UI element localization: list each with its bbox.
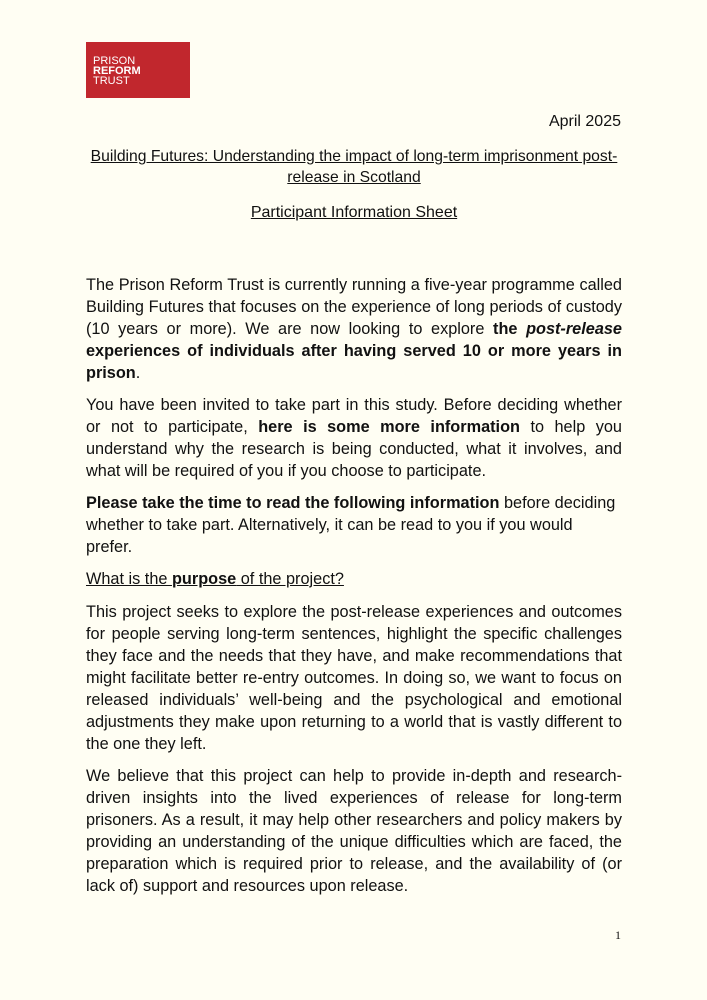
logo-line-trust: TRUST [93, 75, 130, 87]
intro-bold-experiences: experiences of individuals after having served 10 or more years in prison [86, 342, 622, 382]
purpose-heading-start: What is the [86, 570, 172, 588]
read-time-bold: Please take the time to read the following information [86, 494, 500, 512]
intro-bold-the: the [493, 320, 527, 338]
purpose-paragraph: This project seeks to explore the post-release experiences and outcomes for people serving long-term sentences, highlight the specific challenges they face and the needs that they have, and make recommendations that might facilitate better re-entry outcomes. In doing so, we want to focus on released individuals’ well-being and the psychological and emotional adjustments they make upon returning to a world that is vastly different to the one they left. [86, 603, 622, 753]
intro-paragraph [86, 274, 622, 384]
invitation-text: You have been invited to take part in this study. Before deciding whether or not to participate, [86, 396, 622, 436]
document-subtitle-text: Participant Information Sheet [250, 204, 458, 221]
invitation-text-end: to help you understand why the research is being conducted, what it involves, and what will be required of you if you choose to participate. [86, 418, 622, 480]
document-title-text: Building Futures: Understanding the impact of long-term imprisonment post-release in Scotland [90, 148, 618, 186]
invitation-bold: here is some more information [258, 418, 520, 436]
intro-text: The Prison Reform Trust is currently running a five-year programme called Building Futures that focuses on the experience of long periods of custody (10 years or more). We are now looking to explore [86, 276, 622, 338]
read-time-paragraph [86, 492, 622, 558]
purpose-heading-end: of the project? [236, 570, 344, 588]
page-number: 1 [615, 928, 621, 942]
prison-reform-trust-logo [86, 42, 190, 98]
intro-period: . [135, 364, 141, 382]
document-subtitle [86, 203, 622, 223]
benefit-paragraph: We believe that this project can help to provide in-depth and research-driven insights into the lived experiences of release for long-term prisoners. As a result, it may help other researchers and policy makers by providing an understanding of the unique difficulties which are faced, the preparation which is required prior to release, and the availability of (or lack of) support and resources upon release. [86, 767, 622, 895]
document-date: April 2025 [548, 113, 621, 130]
document-body [86, 274, 622, 907]
intro-bold-italic-post-release: post-release [526, 320, 622, 338]
purpose-heading [86, 568, 622, 590]
purpose-heading-bold: purpose [171, 570, 237, 588]
invitation-paragraph [86, 394, 622, 482]
read-time-text: before deciding whether to take part. Alternatively, it can be read to you if you would prefer. [86, 494, 616, 556]
logo-line-reform: REFORM [93, 65, 141, 77]
logo-line-prison: PRISON [93, 55, 136, 67]
document-title [86, 146, 622, 188]
